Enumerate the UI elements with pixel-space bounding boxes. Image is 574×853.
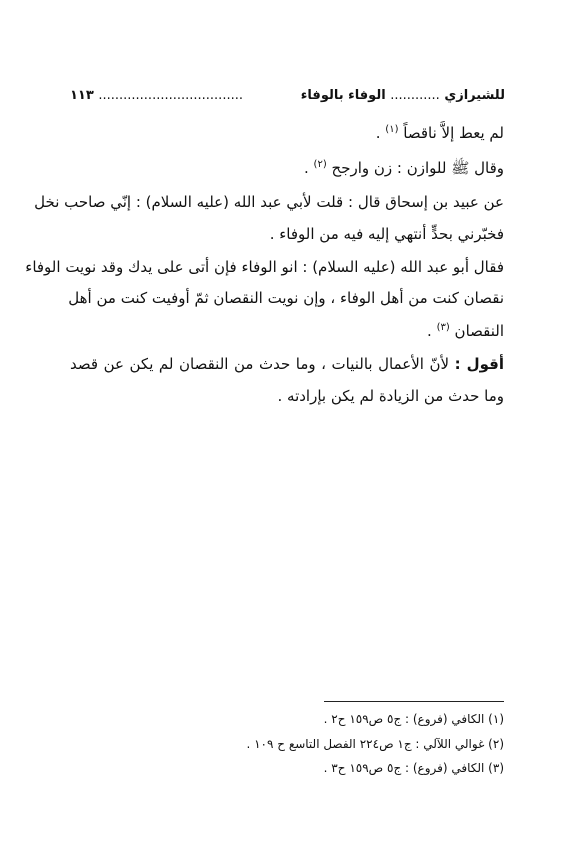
text-line-3: عن عبيد بن إسحاق قال : قلت لأبي عبد الله (عليه السلام) : إنّي صاحب نخل [34, 193, 504, 211]
footnote-ref-3: (٣) [436, 322, 450, 333]
text-line-5: فقال أبو عبد الله (عليه السلام) : انو الوفاء فإن أتى على يدك وقد نويت الوفاء [25, 258, 504, 276]
footnote-3: (٣) الكافي (فروع) : ج٥ ص١٥٩ ح٣ . [323, 761, 504, 775]
footnote-2: (٢) غوالي اللآلي : ج١ ص٢٢٤ الفصل التاسع ح ١٠٩ . [246, 737, 504, 751]
aqulu-label: أقول : [454, 355, 504, 373]
line-2-text: وقال ﷺ للوازن : زن وارجح [331, 159, 504, 177]
header-chapter-title: الوفاء بالوفاء [300, 88, 386, 103]
text-line-6: نقصان كنت من أهل الوفاء ، وإن نويت النقصان ثمّ أوفيت كنت من أهل [68, 289, 504, 307]
page-number: ١١٣ [70, 88, 94, 103]
header-book-title: للشيرازي [444, 88, 505, 103]
line-1-text: لم يعط إلاَّ ناقصاً [403, 124, 504, 142]
text-line-7 [427, 322, 504, 340]
text-line-8 [70, 355, 504, 373]
line-7-end: . [427, 322, 432, 340]
header-dots-right: ............ [390, 88, 440, 103]
footnote-ref-2: (٢) [313, 159, 327, 170]
text-line-9: وما حدث من الزيادة لم يكن بإرادته . [277, 387, 504, 405]
line-1-end: . [375, 124, 381, 142]
text-line-4: فخبّرني بحدٍّ أنتهي إليه فيه من الوفاء . [269, 225, 504, 243]
line-7-text: النقصان [454, 322, 504, 340]
footnote-1: (١) الكافي (فروع) : ج٥ ص١٥٩ ح٢ . [323, 712, 504, 726]
line-8-text: لأنّ الأعمال بالنيات ، وما حدث من النقصان لم يكن عن قصد [70, 355, 450, 373]
text-line-1 [376, 124, 504, 142]
header-dots-left: ................................... [98, 88, 243, 103]
footnote-ref-1: (١) [385, 124, 399, 135]
footnote-divider [324, 701, 504, 702]
running-header [70, 88, 505, 103]
text-line-2 [304, 159, 504, 181]
line-2-end: . [303, 159, 309, 177]
